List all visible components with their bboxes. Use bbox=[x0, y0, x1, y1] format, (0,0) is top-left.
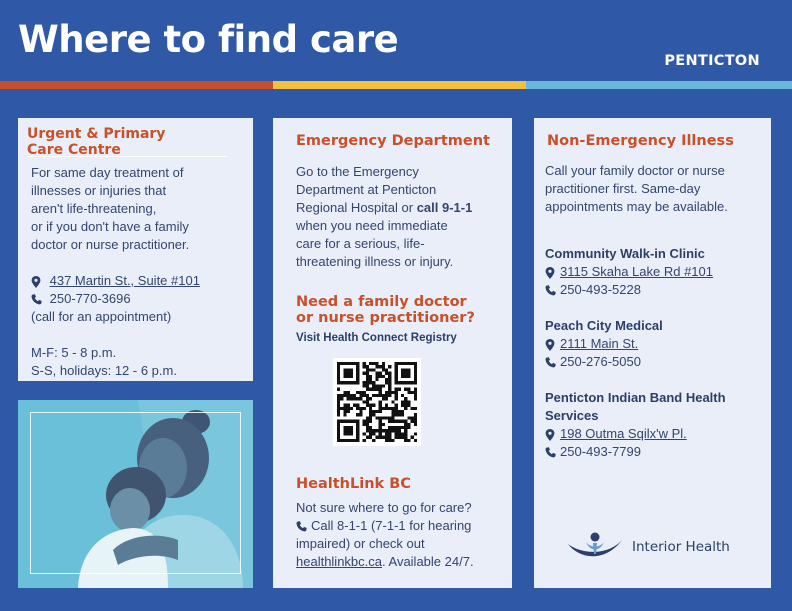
interior-health-logo bbox=[566, 530, 730, 564]
clinic-walk-in bbox=[545, 245, 713, 299]
qr-code[interactable] bbox=[333, 358, 421, 446]
healthlink-heading: HealthLink BC bbox=[296, 476, 411, 492]
clinic-phone: 250-493-7799 bbox=[560, 444, 641, 459]
family-doctor-heading: Need a family doctor or nurse practitioner? bbox=[296, 294, 475, 326]
phone-icon bbox=[545, 357, 557, 368]
clinic-peach-city bbox=[545, 317, 663, 371]
healthlink-description: Not sure where to go for care? Call 8-1-1 (7-1-1 for hearing impaired) or check out healthlinkbc.ca. Available 24/7. bbox=[296, 500, 474, 569]
urgent-care-contact bbox=[31, 272, 200, 326]
location-pin-icon bbox=[545, 429, 557, 441]
non-emergency-description: Call your family doctor or nurse practitioner first. Same-day appointments may be available. bbox=[545, 163, 728, 214]
urgent-care-phone: 250-770-3696 bbox=[49, 291, 131, 306]
healthlink-url[interactable]: healthlinkbc.ca bbox=[296, 554, 382, 569]
clinic-penticton-indian-band bbox=[545, 389, 726, 461]
urgent-care-address[interactable]: 437 Martin St., Suite #101 bbox=[49, 273, 200, 288]
emergency-panel bbox=[273, 118, 512, 588]
stripe-blue bbox=[526, 81, 792, 89]
page-title: Where to find care bbox=[18, 18, 399, 61]
clinic-address[interactable]: 2111 Main St. bbox=[560, 336, 639, 351]
phone-icon bbox=[296, 521, 308, 532]
clinic-name: Peach City Medical bbox=[545, 318, 663, 333]
clinic-name: Community Walk-in Clinic bbox=[545, 246, 705, 261]
address-row[interactable] bbox=[545, 335, 663, 353]
stripe-yellow bbox=[273, 81, 526, 89]
phone-icon bbox=[545, 447, 557, 458]
address-row[interactable] bbox=[31, 272, 200, 290]
clinic-phone: 250-493-5228 bbox=[560, 282, 641, 297]
phone-icon bbox=[545, 285, 557, 296]
location-pin-icon bbox=[545, 267, 557, 279]
phone-row bbox=[545, 353, 663, 371]
interior-health-logo-text: Interior Health bbox=[632, 539, 730, 555]
phone-row bbox=[31, 290, 200, 308]
emergency-description: Go to the Emergency Department at Penticton Regional Hospital or call 9-1-1 when you need immediate care for a serious, life- threatening illness or injury. bbox=[296, 164, 473, 269]
address-row[interactable] bbox=[545, 263, 713, 281]
non-emergency-heading: Non-Emergency Illness bbox=[547, 133, 734, 149]
qr-code-image bbox=[337, 362, 417, 442]
call-911: call 9-1-1 bbox=[416, 200, 473, 215]
phone-icon bbox=[31, 294, 43, 305]
divider bbox=[27, 156, 227, 157]
urgent-care-heading: Urgent & Primary Care Centre bbox=[27, 126, 166, 158]
phone-row bbox=[545, 443, 726, 461]
clinic-address[interactable]: 198 Outma Sqilx'w Pl. bbox=[560, 426, 687, 441]
parent-child-photo bbox=[18, 400, 253, 588]
address-row[interactable] bbox=[545, 425, 726, 443]
location-pin-icon bbox=[545, 339, 557, 351]
clinic-name: Penticton Indian Band Health Services bbox=[545, 390, 726, 423]
emergency-heading: Emergency Department bbox=[296, 133, 490, 149]
location-pin-icon bbox=[31, 276, 43, 288]
interior-health-logo-icon bbox=[566, 530, 624, 564]
urgent-care-note: (call for an appointment) bbox=[31, 309, 172, 324]
urgent-care-hours: M-F: 5 - 8 p.m. S-S, holidays: 12 - 6 p.m. bbox=[31, 345, 177, 378]
city-label: PENTICTON bbox=[664, 53, 760, 69]
clinic-address[interactable]: 3115 Skaha Lake Rd #101 bbox=[560, 264, 713, 279]
clinic-phone: 250-276-5050 bbox=[560, 354, 641, 369]
photo-frame bbox=[30, 412, 241, 574]
health-connect-link[interactable]: Visit Health Connect Registry bbox=[296, 332, 457, 344]
urgent-care-panel bbox=[18, 118, 253, 381]
stripe-red bbox=[0, 81, 273, 89]
urgent-care-description: For same day treatment of illnesses or injuries that aren't life-threatening, or if you don't have a family doctor or nurse practitioner. bbox=[31, 165, 190, 252]
non-emergency-panel bbox=[534, 118, 771, 588]
phone-row bbox=[545, 281, 713, 299]
